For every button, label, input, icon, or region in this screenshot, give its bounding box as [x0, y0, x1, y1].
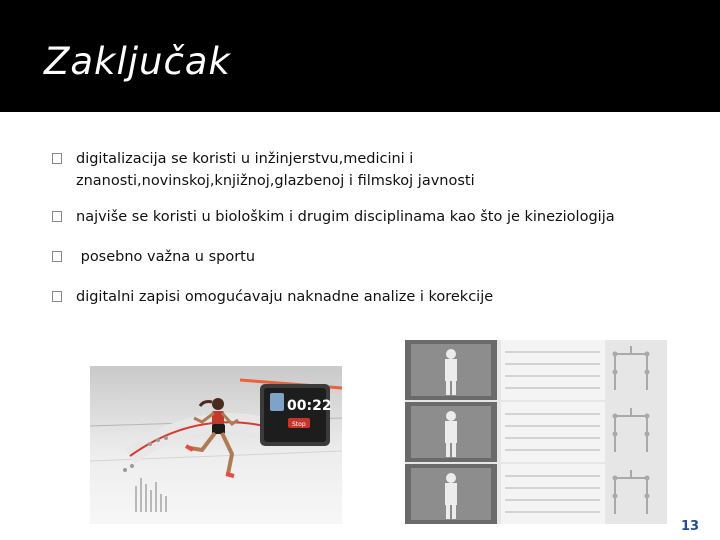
motion-analysis-photo — [405, 340, 667, 524]
bullet-list — [52, 148, 692, 308]
bullet-text: digitalni zapisi omogućavaju naknadne analize i korekcije — [76, 289, 494, 305]
bullet-text: digitalizacija se koristi u inžinjerstvu,medicini i — [76, 151, 414, 167]
slide-title: Zaključak — [44, 40, 231, 83]
bullet-text-continued: znanosti,novinskoj,knjižnoj,glazbenoj i filmskoj javnosti — [76, 173, 475, 189]
bullet-item — [52, 206, 692, 228]
timer-readout: 00:22 — [287, 398, 332, 414]
bullet-item — [52, 246, 692, 268]
stop-label: Stop — [292, 421, 306, 428]
motion-analysis-illustration — [405, 340, 667, 524]
bullet-text: posebno važna u sportu — [76, 249, 256, 265]
square-bullet-icon — [52, 153, 62, 164]
square-bullet-icon — [52, 211, 62, 222]
runner-timer-photo — [90, 366, 342, 524]
square-bullet-icon — [52, 291, 62, 302]
bullet-text: najviše se koristi u biološkim i drugim disciplinama kao što je kineziologija — [76, 209, 615, 225]
page-number: 13 — [681, 519, 700, 534]
runner-illustration — [90, 366, 342, 524]
square-bullet-icon — [52, 251, 62, 262]
title-bar — [0, 0, 720, 112]
bullet-item — [52, 286, 692, 308]
bullet-item — [52, 148, 692, 192]
